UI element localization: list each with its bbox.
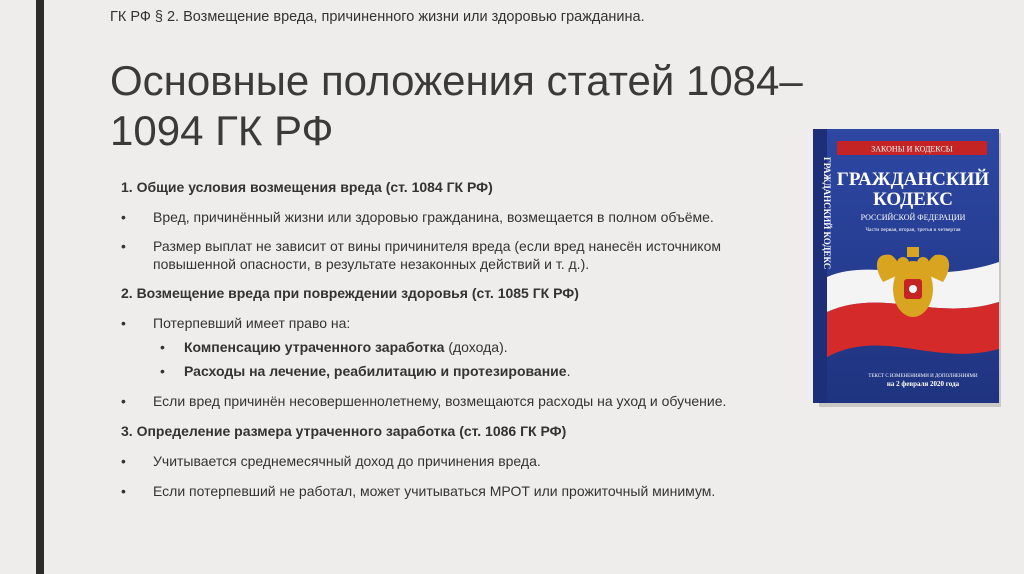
list-item: Учитывается среднемесячный доход до причинения вреда.: [153, 453, 541, 469]
sub-bullet-marker: •: [160, 363, 165, 379]
sub-list-item-bold: Компенсацию утраченного заработка: [184, 339, 445, 355]
bullet-marker: •: [121, 209, 126, 225]
sub-list-item-rest: .: [566, 363, 571, 379]
sub-list-item: [184, 339, 508, 355]
list-item: Если вред причинён несовершеннолетнему, возмещаются расходы на уход и обучение.: [153, 393, 727, 409]
section-heading-3: 3. Определение размера утраченного заработка (ст. 1086 ГК РФ): [121, 423, 567, 439]
bullet-marker: •: [121, 238, 126, 254]
book-footer-line-1: ТЕКСТ С ИЗМЕНЕНИЯМИ И ДОПОЛНЕНИЯМИ: [868, 374, 978, 379]
title-line-1: Основные положения статей 1084–: [110, 57, 803, 104]
title-line-2: 1094 ГК РФ: [110, 107, 334, 154]
section-heading-2: 2. Возмещение вреда при повреждении здоровья (ст. 1085 ГК РФ): [121, 285, 579, 301]
bullet-marker: •: [121, 393, 126, 409]
book-spine-text: ГРАЖДАНСКИЙ КОДЕКС: [822, 157, 832, 270]
civil-code-book-image: [813, 127, 1001, 407]
sub-bullet-marker: •: [160, 339, 165, 355]
bullet-marker: •: [121, 315, 126, 331]
list-item: Потерпевший имеет право на:: [153, 315, 351, 331]
sub-list-item-rest: (дохода).: [444, 339, 508, 355]
breadcrumb: ГК РФ § 2. Возмещение вреда, причиненного жизни или здоровью гражданина.: [110, 9, 645, 25]
book-subtitle: РОССИЙСКОЙ ФЕДЕРАЦИИ: [860, 213, 966, 222]
section-heading-1: 1. Общие условия возмещения вреда (ст. 1084 ГК РФ): [121, 179, 493, 195]
list-item: Если потерпевший не работал, может учитываться МРОТ или прожиточный минимум.: [153, 483, 716, 499]
list-item: Размер выплат не зависит от вины причинителя вреда (если вред нанесён источником: [153, 238, 721, 254]
bullet-marker: •: [121, 483, 126, 499]
book-series-label: ЗАКОНЫ И КОДЕКСЫ: [871, 144, 953, 154]
bullet-marker: •: [121, 453, 126, 469]
book-title-line-2: КОДЕКС: [873, 189, 953, 210]
sub-list-item: [184, 363, 570, 379]
book-title-line-1: ГРАЖДАНСКИЙ: [836, 169, 990, 190]
book-parts: Части первая, вторая, третья и четвертая: [865, 227, 961, 233]
list-item-continuation: повышенной опасности, в результате незаконных действий и т. д.).: [153, 256, 590, 272]
sub-list-item-bold: Расходы на лечение, реабилитацию и протезирование: [184, 363, 567, 379]
book-footer-line-2: на 2 февраля 2020 года: [886, 380, 960, 388]
list-item: Вред, причинённый жизни или здоровью гражданина, возмещается в полном объёме.: [153, 209, 714, 225]
